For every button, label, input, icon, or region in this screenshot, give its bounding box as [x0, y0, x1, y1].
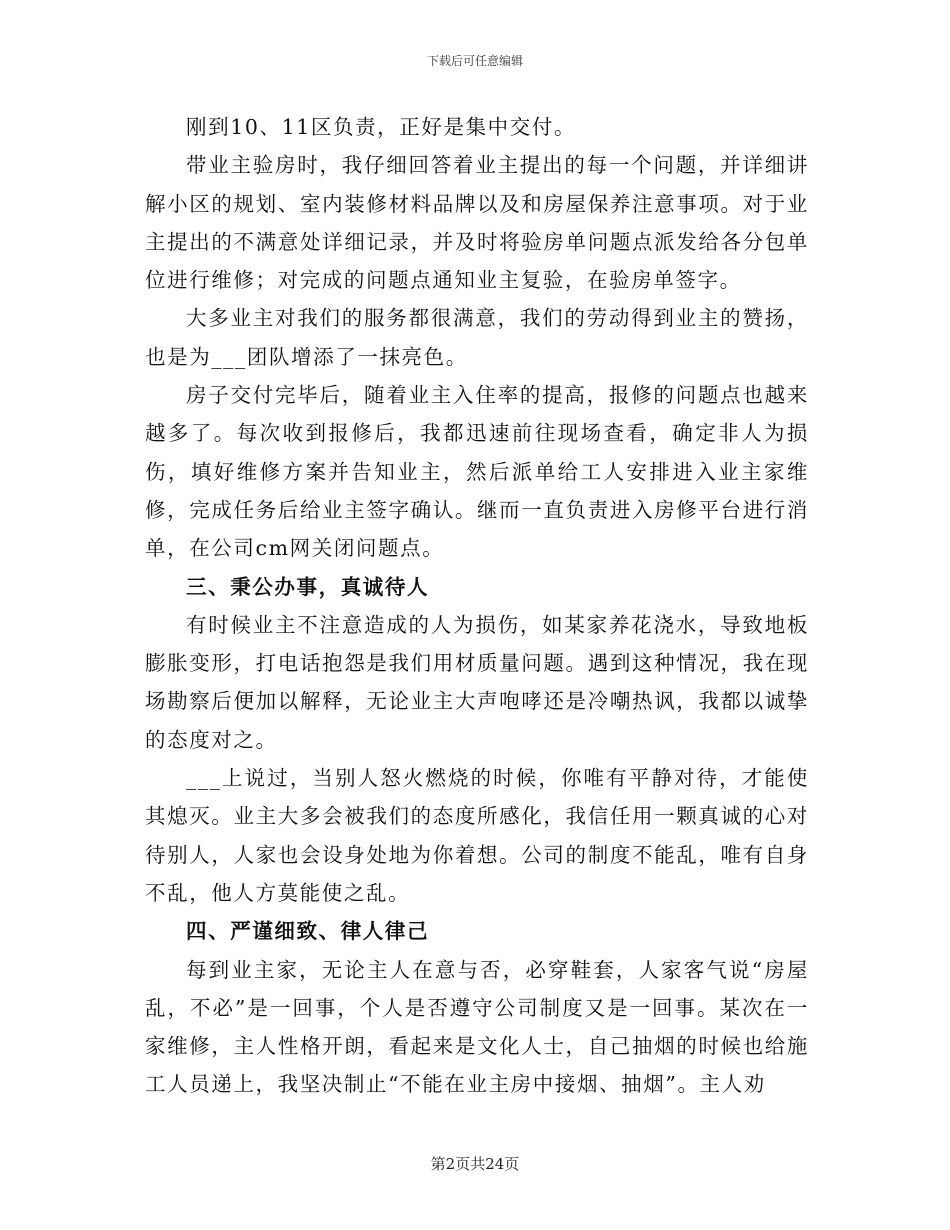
section-heading-3: 三、秉公办事，真诚待人: [186, 574, 430, 599]
paragraph-7: 每到业主家，无论主人在意与否，必穿鞋套，人家客气说“房屋乱，不必”是一回事，个人是否遵守公司制度又是一回事。某次在一家维修，主人性格开朗，看起来是文化人士，自己抽烟的时候也给施工人员递上，我坚决制止“不能在业主房中接烟、抽烟”。主人劝: [145, 957, 809, 1097]
section-heading-4: 四、严谨细致、律人律己: [186, 919, 430, 944]
paragraph-2: 带业主验房时，我仔细回答着业主提出的每一个问题，并详细讲解小区的规划、室内装修材料品牌以及和房屋保养注意事项。对于业主提出的不满意处详细记录，并及时将验房单问题点派发给各分包单位进行维修；对完成的问题点通知业主复验，在验房单签字。: [145, 153, 809, 293]
paragraph-3: 大多业主对我们的服务都很满意，我们的劳动得到业主的赞扬，也是为___团队增添了一抹亮色。: [145, 306, 809, 369]
page-footer: 第2页共24页: [430, 1155, 520, 1173]
paragraph-5: 有时候业主不注意造成的人为损伤，如某家养花浇水，导致地板膨胀变形，打电话抱怨是我们用材质量问题。遇到这种情况，我在现场勘察后便加以解释，无论业主大声咆哮还是冷嘲热讽，我都以诚挚的态度对之。: [145, 612, 809, 752]
paragraph-1: 刚到10、11区负责，正好是集中交付。: [186, 115, 577, 139]
page-header: 下载后可任意编辑: [426, 54, 523, 68]
paragraph-4: 房子交付完毕后，随着业主入住率的提高，报修的问题点也越来越多了。每次收到报修后，我都迅速前往现场查看，确定非人为损伤，填好维修方案并告知业主，然后派单给工人安排进入业主家维修，完成任务后给业主签字确认。继而一直负责进入房修平台进行消单，在公司cm网关闭问题点。: [145, 383, 809, 561]
document-body: [145, 108, 809, 1104]
paragraph-6: ___上说过，当别人怒火燃烧的时候，你唯有平静对待，才能使其熄灭。业主大多会被我们的态度所感化，我信任用一颗真诚的心对待别人，人家也会设身处地为你着想。公司的制度不能乱，唯有自身不乱，他人方莫能使之乱。: [145, 766, 809, 905]
